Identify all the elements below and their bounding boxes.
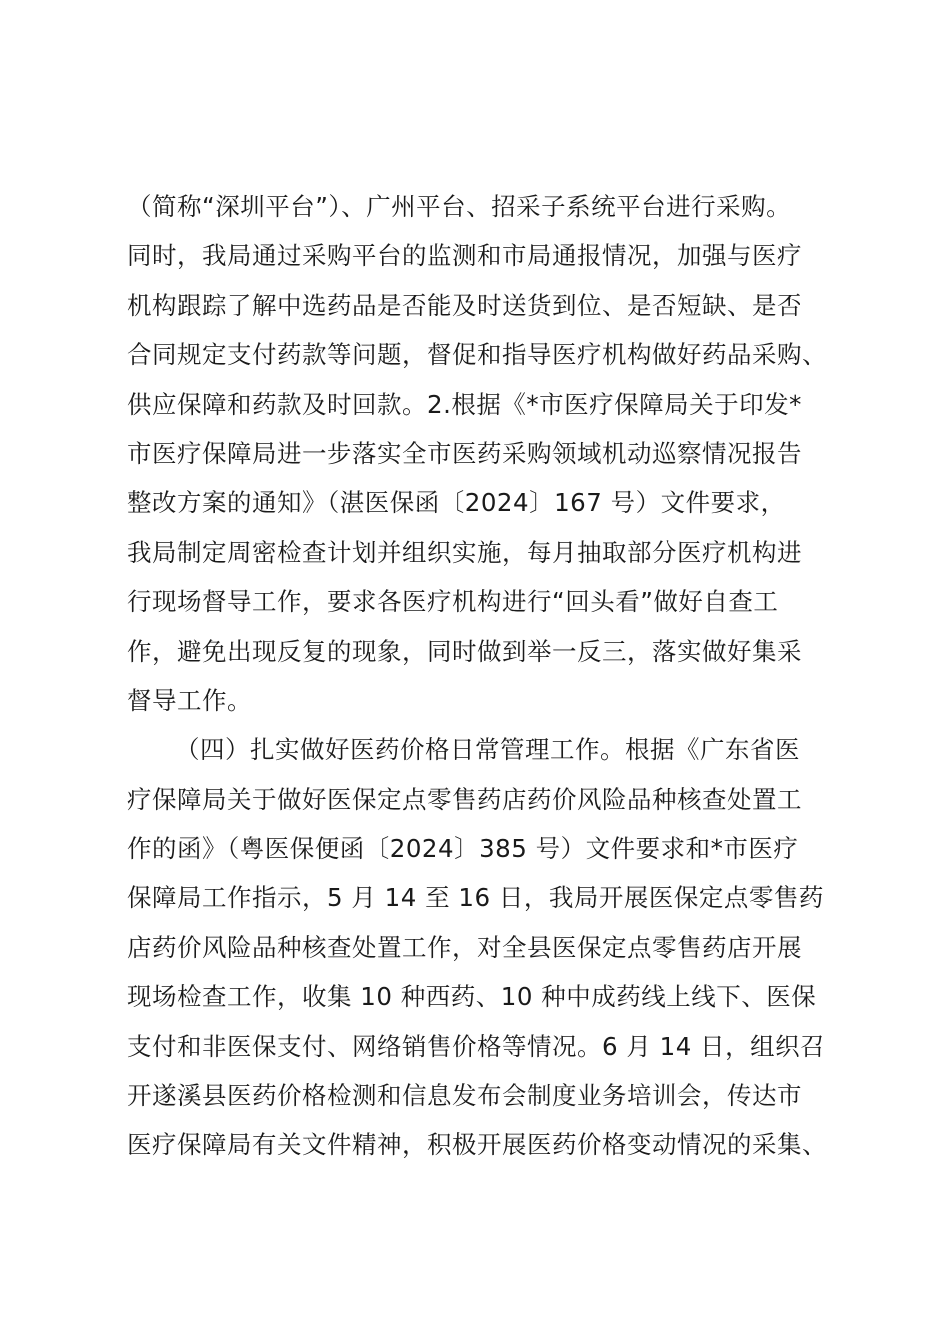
text-line: 现场检查工作，收集 10 种西药、10 种中成药线上线下、医保 bbox=[127, 982, 817, 1012]
text-line: 保障局工作指示，5 月 14 至 16 日，我局开展医保定点零售药 bbox=[127, 883, 824, 913]
text-line: 作，避免出现反复的现象，同时做到举一反三，落实做好集采 bbox=[127, 636, 802, 666]
text-line: 开遂溪县医药价格检测和信息发布会制度业务培训会，传达市 bbox=[127, 1081, 802, 1111]
text-line: 疗保障局关于做好医保定点零售药店药价风险品种核查处置工 bbox=[127, 784, 802, 814]
text-line: 供应保障和药款及时回款。2.根据《*市医疗保障局关于印发* bbox=[127, 389, 802, 419]
text-line: 医疗保障局有关文件精神，积极开展医药价格变动情况的采集、 bbox=[127, 1130, 827, 1160]
text-line: 支付和非医保支付、网络销售价格等情况。6 月 14 日，组织召 bbox=[127, 1031, 826, 1061]
text-line: 市医疗保障局进一步落实全市医药采购领域机动巡察情况报告 bbox=[127, 438, 802, 468]
text-line: 店药价风险品种核查处置工作，对全县医保定点零售药店开展 bbox=[127, 932, 802, 962]
text-line: 整改方案的通知》（湛医保函〔2024〕167 号）文件要求， bbox=[127, 488, 786, 518]
text-line: 同时，我局通过采购平台的监测和市局通报情况，加强与医疗 bbox=[127, 241, 802, 271]
text-line: 行现场督导工作，要求各医疗机构进行“回头看”做好自查工 bbox=[127, 587, 779, 617]
text-line: 机构跟踪了解中选药品是否能及时送货到位、是否短缺、是否 bbox=[127, 290, 802, 320]
section-heading-line: （四）扎实做好医药价格日常管理工作。根据《广东省医 bbox=[175, 735, 800, 765]
text-line: 作的函》（粤医保便函〔2024〕385 号）文件要求和*市医疗 bbox=[127, 834, 799, 864]
paragraph-price-management bbox=[127, 725, 927, 1170]
paragraph-procurement bbox=[127, 182, 927, 725]
text-line: 我局制定周密检查计划并组织实施，每月抽取部分医疗机构进 bbox=[127, 537, 802, 567]
text-line: 合同规定支付药款等问题，督促和指导医疗机构做好药品采购、 bbox=[127, 340, 827, 370]
text-line: 督导工作。 bbox=[127, 685, 252, 715]
text-line: （简称“深圳平台”）、广州平台、招采子系统平台进行采购。 bbox=[127, 192, 792, 221]
document-body bbox=[127, 182, 927, 1170]
